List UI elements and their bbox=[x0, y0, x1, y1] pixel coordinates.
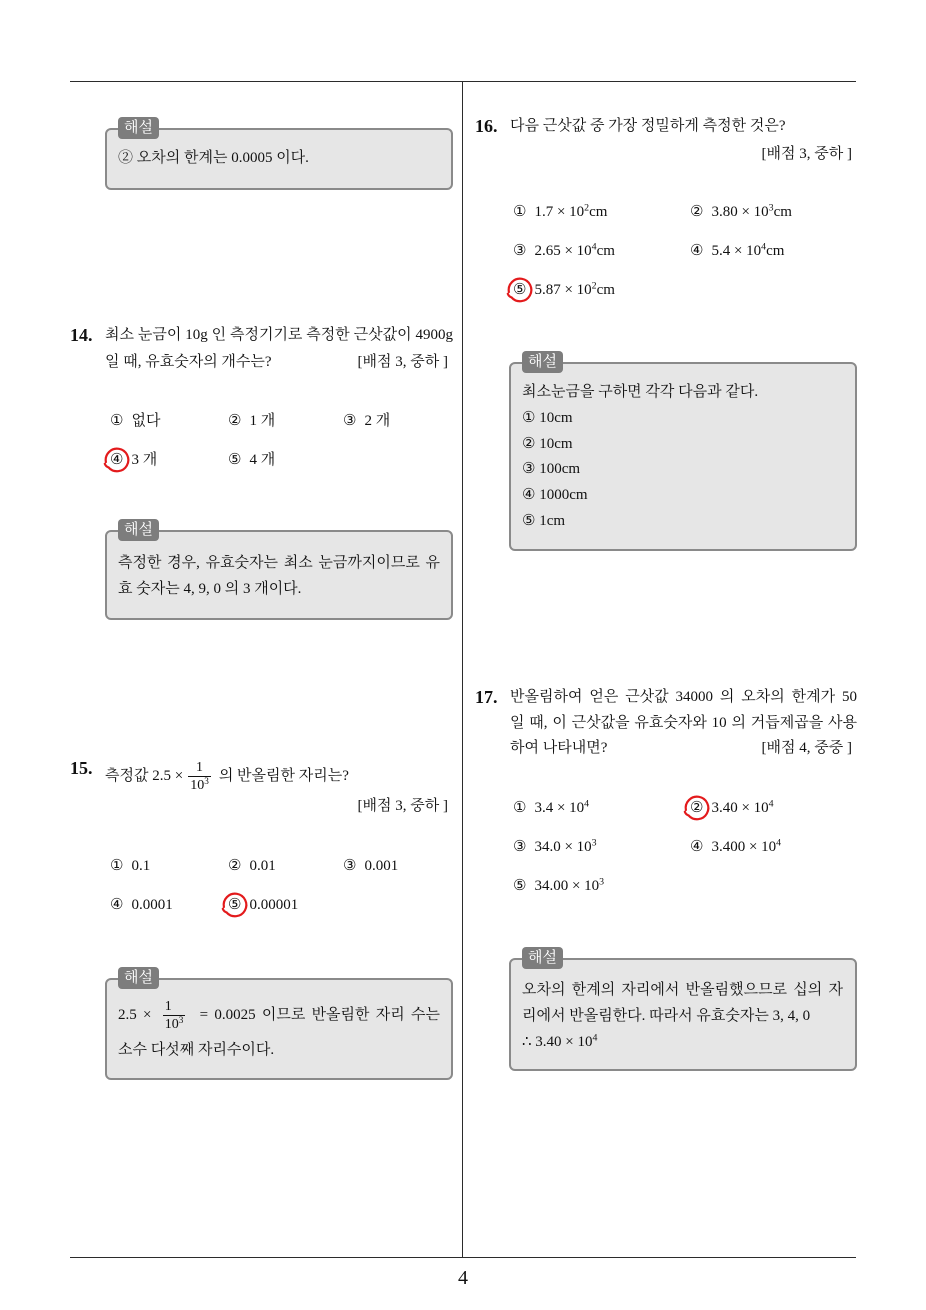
option-marker: ④ bbox=[110, 452, 124, 468]
option-unit: cm bbox=[596, 243, 615, 259]
fraction-numerator: 1 bbox=[188, 760, 211, 777]
q17-option-3 bbox=[513, 837, 597, 857]
fraction-denominator bbox=[163, 1016, 186, 1033]
solution-line-prefix: 2.5 × bbox=[118, 1007, 152, 1023]
option-text: 2 개 bbox=[364, 413, 391, 429]
q15-solution-box bbox=[105, 970, 453, 1080]
conclusion-coefficient: ∴ 3.40 × 10 bbox=[522, 1034, 593, 1050]
solution-label: 해설 bbox=[522, 947, 563, 969]
option-coefficient: 5.4 × 10 bbox=[711, 243, 762, 259]
solution-line: ③ 100cm bbox=[522, 461, 581, 478]
option-coefficient: 34.0 × 10 bbox=[534, 839, 592, 855]
solution-line: 효 숫자는 4, 9, 0 의 3 개이다. bbox=[118, 581, 302, 597]
score-tag: [배점 3, 중하 ] bbox=[357, 798, 448, 814]
q17-option-4 bbox=[690, 837, 781, 857]
q15-option-1 bbox=[110, 856, 150, 876]
conclusion-exponent: 4 bbox=[592, 1032, 598, 1044]
solution-line: ② 10cm bbox=[522, 435, 573, 452]
option-marker: ⑤ bbox=[513, 282, 527, 298]
option-coefficient: 3.4 × 10 bbox=[534, 800, 585, 816]
denominator-base: 10 bbox=[190, 777, 205, 793]
fraction bbox=[188, 760, 211, 794]
option-text: 0.001 bbox=[364, 858, 399, 874]
question-stem-line: 최소 눈금이 10g 인 측정기기로 측정한 근삿값이 4900g bbox=[105, 327, 453, 343]
question-number: 14. bbox=[70, 325, 93, 345]
option-text: 3 개 bbox=[131, 452, 158, 468]
stem-suffix: 의 반올림한 자리는? bbox=[218, 768, 349, 784]
question-stem-line: 반올림하여 얻은 근삿값 34000 의 오차의 한계가 50 bbox=[510, 689, 857, 705]
option-coefficient: 3.400 × 10 bbox=[711, 839, 777, 855]
question-stem-line: 일 때, 유효숫자의 개수는? bbox=[105, 354, 272, 370]
solution-line-suffix: = 0.0025 이므로 반올림한 자리 수는 bbox=[199, 1007, 441, 1023]
solution-line: ② 오차의 한계는 0.0005 이다. bbox=[118, 150, 309, 166]
q16-option-5 bbox=[513, 280, 615, 300]
q14-option-3 bbox=[343, 411, 390, 431]
question-number: 15. bbox=[70, 758, 93, 778]
option-marker: ④ bbox=[110, 897, 124, 913]
q16-option-1 bbox=[513, 202, 607, 222]
option-text: 0.1 bbox=[131, 858, 151, 874]
denominator-exponent: 3 bbox=[178, 1014, 184, 1025]
option-coefficient: 3.40 × 10 bbox=[711, 800, 769, 816]
q14-solution-box bbox=[105, 522, 453, 620]
q14-option-4 bbox=[110, 450, 157, 470]
solution-label: 해설 bbox=[522, 351, 563, 373]
solution-label: 해설 bbox=[118, 967, 159, 989]
q15-option-2 bbox=[228, 856, 276, 876]
solution-line: 오차의 한계의 자리에서 반올림했으므로 십의 자 bbox=[522, 982, 843, 998]
option-marker: ① bbox=[513, 800, 527, 816]
fraction-numerator: 1 bbox=[163, 999, 186, 1016]
option-coefficient: 34.00 × 10 bbox=[534, 878, 600, 894]
q17-option-2 bbox=[690, 798, 774, 818]
question-stem-line: 하여 나타내면? bbox=[510, 740, 608, 756]
option-marker: ⑤ bbox=[513, 878, 527, 894]
option-exponent: 4 bbox=[591, 241, 597, 253]
q16-option-4 bbox=[690, 241, 784, 261]
top-rule bbox=[70, 81, 856, 82]
option-marker: ④ bbox=[690, 839, 704, 855]
solution-line: ① 10cm bbox=[522, 409, 573, 426]
option-exponent: 3 bbox=[599, 876, 605, 888]
option-exponent: 4 bbox=[776, 837, 782, 849]
q14-option-2 bbox=[228, 411, 275, 431]
question-stem-line: 다음 근삿값 중 가장 정밀하게 측정한 것은? bbox=[510, 118, 786, 134]
option-marker: ② bbox=[228, 413, 242, 429]
fraction-denominator bbox=[188, 777, 211, 794]
option-marker: ⑤ bbox=[228, 897, 242, 913]
option-marker: ④ bbox=[690, 243, 704, 259]
solution-line: 측정한 경우, 유효숫자는 최소 눈금까지이므로 유 bbox=[118, 555, 440, 571]
option-marker: ② bbox=[228, 858, 242, 874]
q17-option-1 bbox=[513, 798, 589, 818]
option-exponent: 3 bbox=[591, 837, 597, 849]
q14-option-5 bbox=[228, 450, 275, 470]
option-unit: cm bbox=[773, 204, 792, 220]
option-marker: ③ bbox=[343, 413, 357, 429]
q16-option-3 bbox=[513, 241, 615, 261]
question-stem-line: 일 때, 이 근삿값을 유효숫자와 10 의 거듭제곱을 사용 bbox=[510, 715, 857, 731]
q17-solution-box bbox=[509, 950, 857, 1071]
question-stem bbox=[105, 758, 349, 794]
solution-text bbox=[522, 380, 758, 535]
q16-option-2 bbox=[690, 202, 792, 222]
score-tag: [배점 3, 중하 ] bbox=[357, 354, 448, 370]
q13-solution-box bbox=[105, 120, 453, 190]
q15-option-5 bbox=[228, 895, 298, 915]
option-coefficient: 3.80 × 10 bbox=[711, 204, 769, 220]
option-marker: ① bbox=[110, 858, 124, 874]
option-coefficient: 2.65 × 10 bbox=[534, 243, 592, 259]
option-exponent: 4 bbox=[761, 241, 767, 253]
solution-label: 해설 bbox=[118, 519, 159, 541]
solution-line: ④ 1000cm bbox=[522, 487, 588, 504]
question-number: 17. bbox=[475, 687, 498, 707]
fraction bbox=[163, 999, 186, 1033]
score-tag: [배점 3, 중하 ] bbox=[761, 146, 852, 162]
solution-line: 소수 다섯째 자리수이다. bbox=[118, 1042, 275, 1058]
q15-option-3 bbox=[343, 856, 398, 876]
solution-line bbox=[118, 997, 440, 1033]
solution-conclusion bbox=[522, 1029, 597, 1055]
option-marker: ② bbox=[690, 204, 704, 220]
denominator-base: 10 bbox=[164, 1016, 179, 1032]
score-tag: [배점 4, 중중 ] bbox=[761, 740, 852, 756]
option-marker: ③ bbox=[513, 243, 527, 259]
option-exponent: 2 bbox=[591, 280, 597, 292]
option-exponent: 3 bbox=[768, 202, 774, 214]
solution-line: 리에서 반올림한다. 따라서 유효숫자는 3, 4, 0 bbox=[522, 1008, 811, 1024]
option-unit: cm bbox=[589, 204, 608, 220]
q14-option-1 bbox=[110, 411, 160, 431]
option-unit: cm bbox=[596, 282, 615, 298]
option-unit: cm bbox=[766, 243, 785, 259]
page-number: 4 bbox=[458, 1267, 468, 1289]
question-number: 16. bbox=[475, 116, 498, 136]
option-coefficient: 5.87 × 10 bbox=[534, 282, 592, 298]
solution-label: 해설 bbox=[118, 117, 159, 139]
option-marker: ③ bbox=[343, 858, 357, 874]
q17-option-5 bbox=[513, 876, 604, 896]
solution-line: 최소눈금을 구하면 각각 다음과 같다. bbox=[522, 384, 759, 400]
bottom-rule bbox=[70, 1257, 856, 1258]
option-text: 0.0001 bbox=[131, 897, 173, 913]
option-text: 0.01 bbox=[249, 858, 276, 874]
stem-prefix: 측정값 2.5 × bbox=[105, 768, 184, 784]
option-exponent: 4 bbox=[584, 798, 590, 810]
option-marker: ⑤ bbox=[228, 452, 242, 468]
option-text: 없다 bbox=[131, 413, 161, 429]
option-exponent: 4 bbox=[768, 798, 774, 810]
column-divider bbox=[462, 82, 463, 1258]
q16-solution-box bbox=[509, 354, 857, 551]
option-coefficient: 1.7 × 10 bbox=[534, 204, 585, 220]
option-text: 4 개 bbox=[249, 452, 276, 468]
option-exponent: 2 bbox=[584, 202, 590, 214]
option-text: 1 개 bbox=[249, 413, 276, 429]
option-marker: ① bbox=[110, 413, 124, 429]
option-marker: ① bbox=[513, 204, 527, 220]
option-marker: ③ bbox=[513, 839, 527, 855]
solution-line: ⑤ 1cm bbox=[522, 512, 566, 529]
denominator-exponent: 3 bbox=[204, 775, 209, 786]
q15-option-4 bbox=[110, 895, 173, 915]
option-marker: ② bbox=[690, 800, 704, 816]
option-text: 0.00001 bbox=[249, 897, 299, 913]
